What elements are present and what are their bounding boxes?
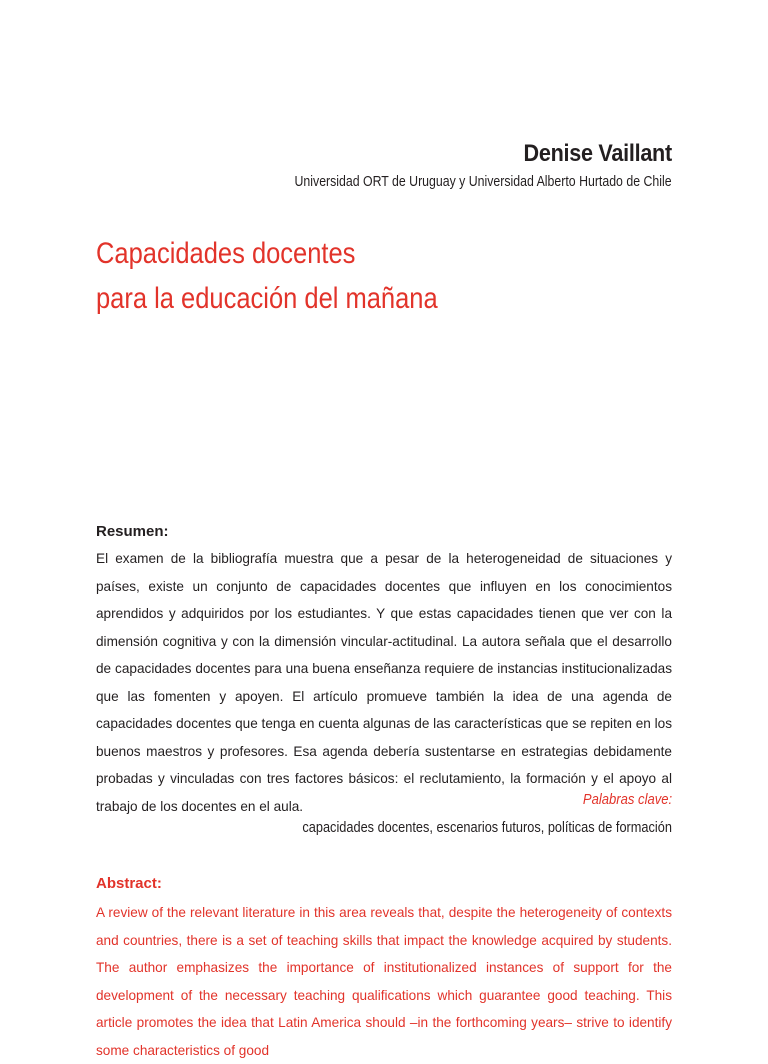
article-title xyxy=(96,231,606,321)
keywords-label: Palabras clave: xyxy=(582,792,672,808)
resumen-text: El examen de la bibliografía muestra que a pesar de la heterogeneidad de situaciones y países, existe un conjunto de capacidades docentes que influyen en los conocimientos aprendidos y adquiridos por los estudiantes. Y que estas capacidades tienen que ver con la dimensión cognitiva y con la dimensión vincular-actitudinal. La autora señala que el desarrollo de capacidades docentes para una buena enseñanza requiere de instancias institucionalizadas que las fomenten y apoyen. El artículo promueve también la idea de una agenda de capacidades docentes que tenga en cuenta algunas de las características que se repiten en los buenos maestros y profesores. Esa agenda debería sustentarse en estrategias debidamente probadas y vinculadas con tres factores básicos: el reclutamiento, la formación y el apoyo al trabajo de los docentes en el aula. xyxy=(96,551,672,814)
author-name: Denise Vaillant xyxy=(523,140,672,167)
keywords-text: capacidades docentes, escenarios futuros, políticas de formación xyxy=(302,820,672,836)
resumen-label: Resumen: xyxy=(96,523,169,540)
author-affiliation: Universidad ORT de Uruguay y Universidad Alberto Hurtado de Chile xyxy=(294,174,672,190)
abstract-label: Abstract: xyxy=(96,875,162,892)
title-line-1: Capacidades docentes xyxy=(96,237,356,270)
title-line-2: para la educación del mañana xyxy=(96,282,438,315)
abstract-text: A review of the relevant literature in this area reveals that, despite the heterogeneity of contexts and countries, there is a set of teaching skills that impact the knowledge acquired by students. The author emphasizes the importance of institutionalized instances of support for the development of the necessary teaching qualifications which guarantee good teaching. This article promotes the idea that Latin America should –in the forthcoming years– strive to identify some characteristics of good xyxy=(96,905,672,1058)
